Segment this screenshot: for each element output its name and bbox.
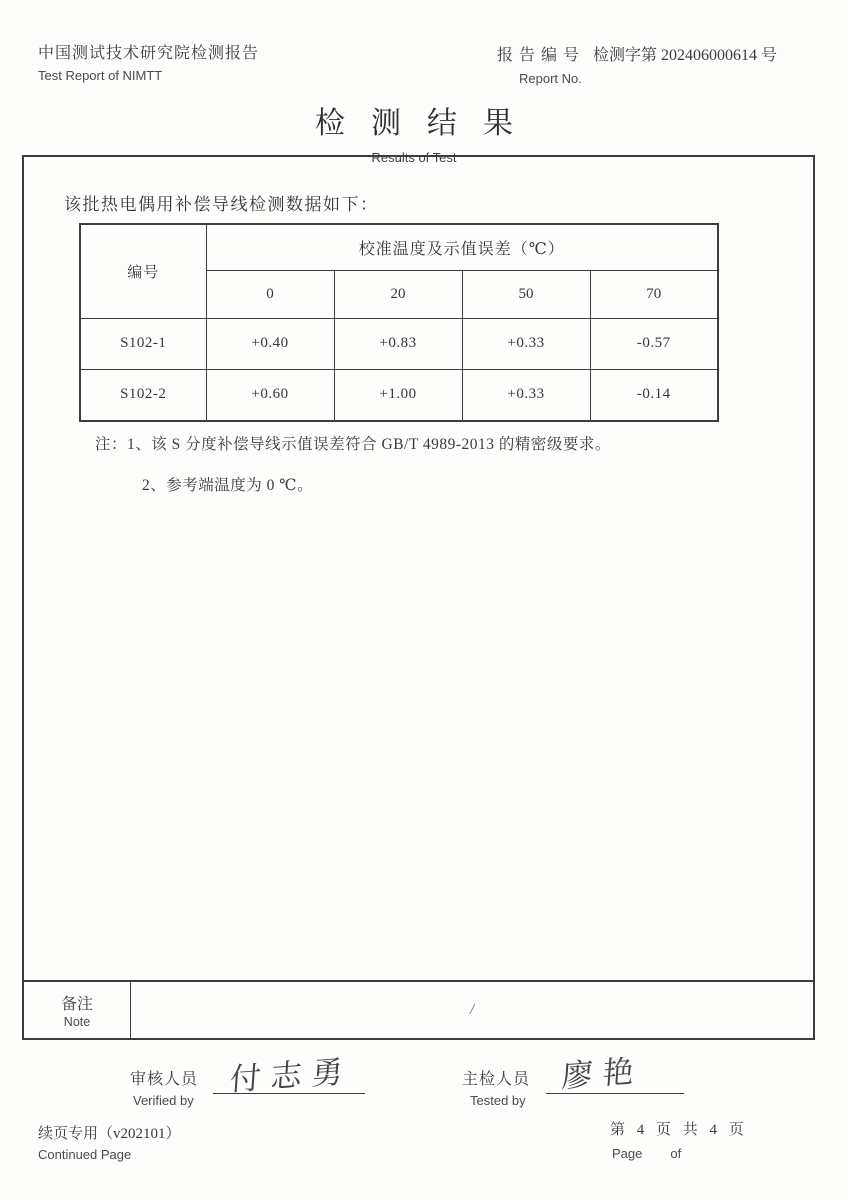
column-header-temp-70: 70: [590, 270, 718, 318]
verified-by-label-zh: 审核人员: [130, 1071, 199, 1088]
footer-of-word: of: [670, 1146, 682, 1161]
results-box: [22, 155, 815, 1040]
column-header-temp-50: 50: [462, 270, 590, 318]
footer-page-word: Page: [612, 1146, 643, 1161]
column-header-id: 编号: [80, 224, 206, 318]
title-zh: 检测结果: [315, 107, 539, 140]
verified-signature: 付志勇: [228, 1053, 354, 1098]
row-id: S102-1: [80, 318, 206, 369]
remark-label-en: Note: [63, 1015, 91, 1029]
column-header-temp-20: 20: [334, 270, 462, 318]
remark-label-zh: 备注: [60, 996, 93, 1013]
intro-text: 该批热电偶用补偿导线检测数据如下：: [64, 195, 379, 214]
org-title-zh: 中国测试技术研究院检测报告: [38, 45, 260, 62]
cell-value: +0.40: [206, 318, 334, 369]
cell-value: +1.00: [334, 369, 462, 421]
tested-signature: 廖艳: [560, 1053, 645, 1095]
cell-value: +0.60: [206, 369, 334, 421]
column-header-temp-0: 0: [206, 270, 334, 318]
results-table: [79, 223, 719, 422]
remark-row: [24, 980, 813, 1038]
header-right: [497, 42, 777, 86]
remark-value: [131, 982, 813, 1038]
footer-left-en: Continued Page: [38, 1147, 132, 1162]
cell-value: -0.14: [590, 369, 718, 421]
cell-value: +0.33: [462, 369, 590, 421]
tested-by-label-en: Tested by: [470, 1093, 526, 1108]
table-row: [80, 369, 718, 421]
org-title-en: Test Report of NIMTT: [38, 68, 163, 83]
note-line-2: 2、参考端温度为 0 ℃。: [142, 477, 314, 494]
column-group-header: 校准温度及示值误差（℃）: [206, 224, 718, 270]
table-row: [80, 318, 718, 369]
title-en: Results of Test: [371, 150, 457, 165]
remark-slash: /: [468, 1000, 476, 1019]
cell-value: +0.33: [462, 318, 590, 369]
report-no-value: 检测字第 202406000614 号: [593, 47, 778, 64]
report-no-label-zh: 报告编号: [497, 47, 586, 64]
results-content: [24, 157, 813, 980]
cell-value: +0.83: [334, 318, 462, 369]
footer-page-number-zh: 第 4 页 共 4 页: [610, 1122, 748, 1138]
cell-value: -0.57: [590, 318, 718, 369]
footer-page-number-en: [612, 1146, 681, 1161]
tested-by-label-zh: 主检人员: [462, 1071, 531, 1088]
remark-label: [24, 982, 131, 1038]
footer-left-zh: 续页专用（v202101）: [38, 1126, 181, 1142]
report-no-label-en: Report No.: [519, 71, 582, 86]
row-id: S102-2: [80, 369, 206, 421]
note-line-1: 注：1、该 S 分度补偿导线示值误差符合 GB/T 4989-2013 的精密级要求。: [95, 436, 611, 453]
verified-by-label-en: Verified by: [133, 1093, 194, 1108]
header-left: [38, 40, 259, 83]
